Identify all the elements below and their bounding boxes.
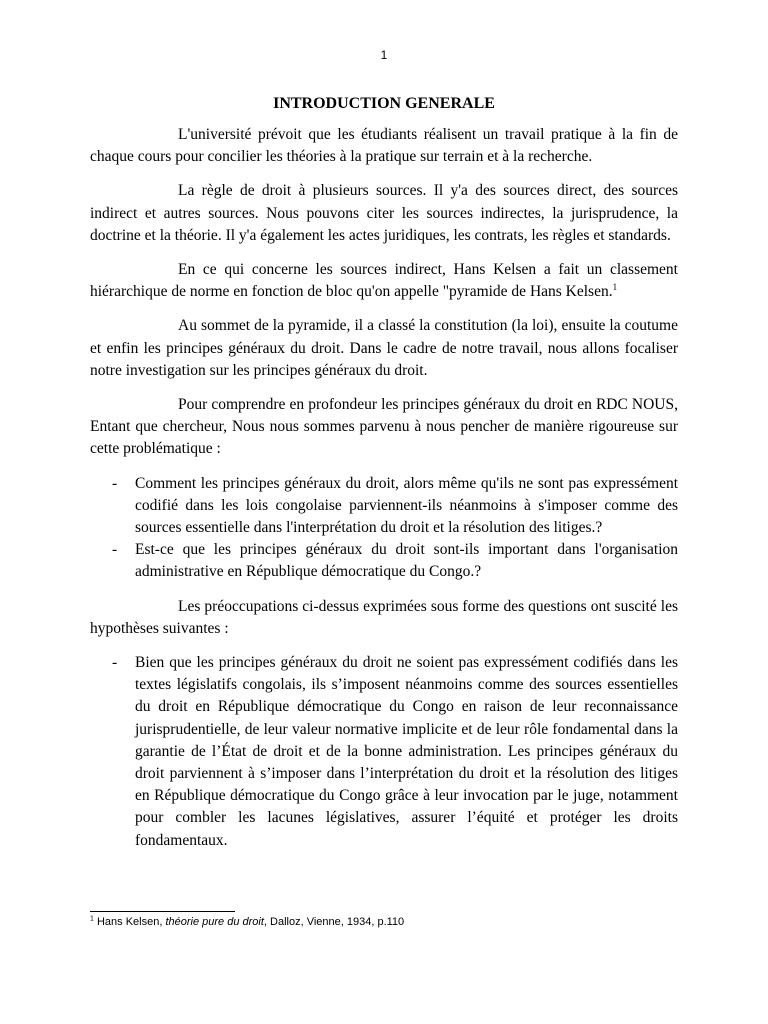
list-item <box>90 652 678 852</box>
bullet-dash: - <box>112 541 118 559</box>
paragraph-sources: La règle de droit à plusieurs sources. Il y'a des sources direct, des sources indirect et autres sources. Nous pouvons citer les sources indirectes, la jurisprudence, la doctrine et la théorie. Il y'a également les actes juridiques, les contrats, les règles et standards. <box>90 182 678 244</box>
list-item <box>90 473 678 540</box>
footnote-separator <box>90 911 235 912</box>
bullet-dash: - <box>112 654 118 672</box>
question-text: Comment les principes généraux du droit, alors même qu'ils ne sont pas expressément codifié dans les lois congolaise parviennent-ils néanmoins à s'imposer comme des sources essentielle dans l'interprétation du droit et la résolution des litiges.? <box>135 474 678 537</box>
page-number: 1 <box>380 48 388 62</box>
list-item <box>90 539 678 583</box>
paragraph-intro: L'université prévoit que les étudiants réalisent un travail pratique à la fin de chaque cours pour concilier les théories à la pratique sur terrain et à la recherche. <box>90 126 678 166</box>
question-text: Est-ce que les principes généraux du droit sont-ils important dans l'organisation administrative en République démocratique du Congo.? <box>135 541 678 581</box>
footnote-work: théorie pure du droit <box>165 916 264 928</box>
hypothesis-list <box>90 652 678 852</box>
paragraph-kelsen <box>90 259 678 303</box>
paragraph-pyramid: Au sommet de la pyramide, il a classé la constitution (la loi), ensuite la coutume et enfin les principes généraux du droit. Dans le cadre de notre travail, nous allons focaliser notre investigation sur les principes généraux du droit. <box>90 317 678 379</box>
footnote-rest: , Dalloz, Vienne, 1934, p.110 <box>263 916 405 928</box>
footnote-number: 1 <box>90 915 94 923</box>
document-title: INTRODUCTION GENERALE <box>273 95 495 112</box>
paragraph-hypotheses-intro: Les préoccupations ci-dessus exprimées sous forme des questions ont suscité les hypothèses suivantes : <box>90 597 678 637</box>
document-body <box>90 93 678 864</box>
footnote-reference[interactable]: 1 <box>612 282 618 293</box>
footnote <box>90 915 690 929</box>
bullet-dash: - <box>112 474 118 492</box>
hypothesis-text: Bien que les principes généraux du droit ne soient pas expressément codifiés dans les textes législatifs congolais, ils s’imposent néanmoins comme des sources essentielles du droit en République démocratique du Congo en raison de leur reconnaissance jurisprudentielle, de leur valeur normative implicite et de leur rôle fondamental dans la garantie de l’État de droit et de la bonne administration. Les principes généraux du droit parviennent à s’imposer dans l’interprétation du droit et la résolution des litiges en République démocratique du Congo grâce à leur invocation par le juge, notamment pour combler les lacunes législatives, assurer l’équité et protéger les droits fondamentaux. <box>135 654 678 849</box>
kelsen-text: En ce qui concerne les sources indirect, Hans Kelsen a fait un classement hiérarchique de norme en fonction de bloc qu'on appelle "pyramide de Hans Kelsen. <box>90 261 678 301</box>
question-list <box>90 473 678 584</box>
footnote-author: Hans Kelsen, <box>96 916 166 928</box>
paragraph-problem: Pour comprendre en profondeur les principes généraux du droit en RDC NOUS, Entant que chercheur, Nous nous sommes parvenu à nous pencher de manière rigoureuse sur cette problématique : <box>90 396 678 458</box>
